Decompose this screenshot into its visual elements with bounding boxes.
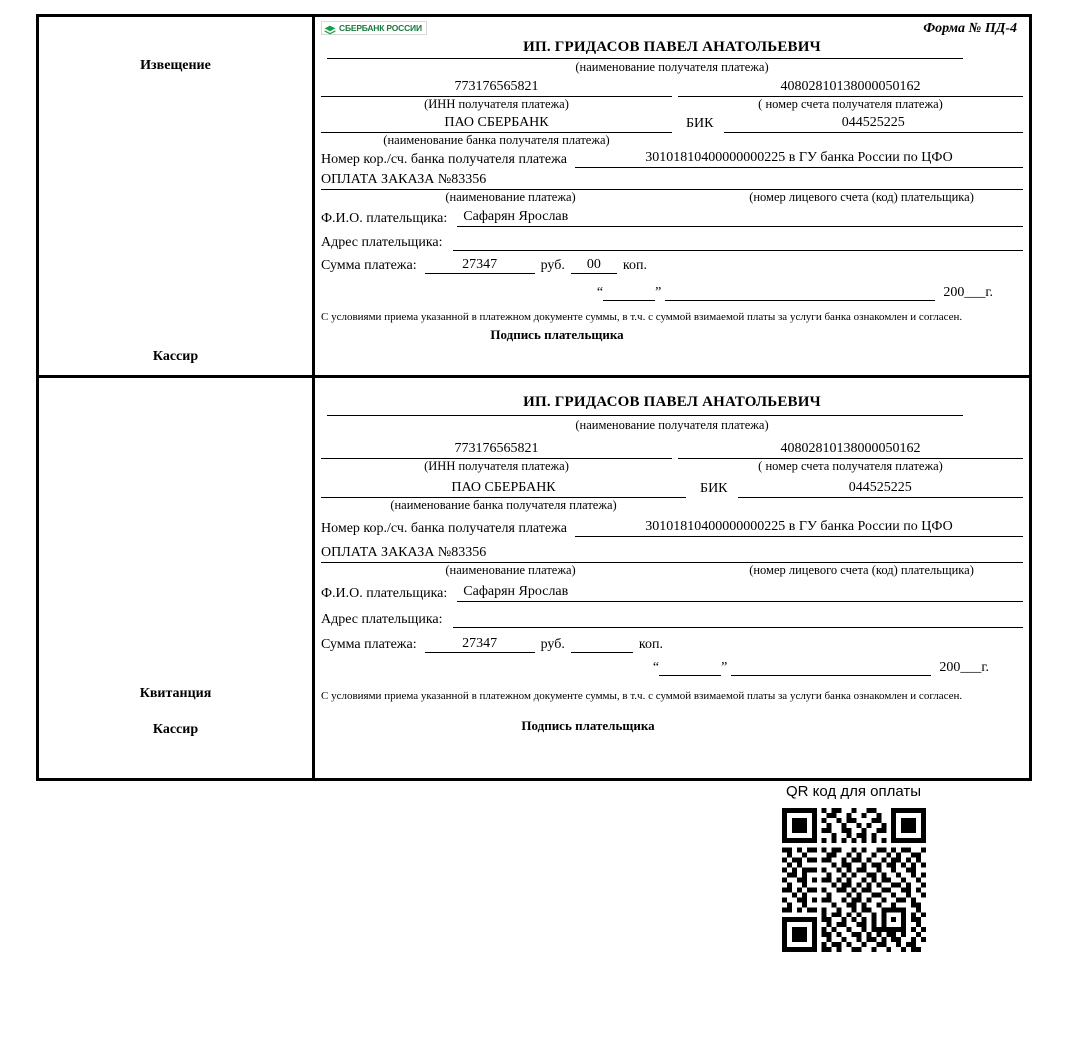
payment-name-row-bottom (321, 545, 1023, 578)
corr-account-row-bottom (321, 519, 1023, 537)
date-quote-open-bottom: “ (652, 660, 660, 675)
corr-account-label-bottom: Номер кор./сч. банка получателя платежа (321, 521, 567, 536)
amount-label-bottom: Сумма платежа: (321, 637, 417, 652)
side-label-receipt: Квитанция (139, 686, 212, 701)
date-year-bottom: 200___г. (939, 660, 989, 675)
payer-name-value-bottom: Сафарян Ярослав (457, 584, 1023, 602)
date-row-top (321, 284, 1023, 301)
amount-row-top (321, 257, 1023, 274)
payer-name-label-bottom: Ф.И.О. плательщика: (321, 586, 448, 601)
inn-caption-bottom: (ИНН получателя платежа) (424, 459, 569, 473)
form-number: Форма № ПД-4 (923, 21, 1017, 36)
agreement-text-bottom: С условиями приема указанной в платежном документе суммы, в т.ч. с суммой взимаемой платы за услуги банка ознакомлен и согласен. (321, 690, 963, 702)
payment-name-value-top: ОПЛАТА ЗАКАЗА №83356 (321, 172, 700, 190)
bik-value-bottom: 044525225 (738, 480, 1023, 498)
recipient-caption-bottom: (наименование получателя платежа) (575, 418, 769, 432)
personal-account-caption-bottom: (номер лицевого счета (код) плательщика) (749, 563, 974, 577)
payer-name-value-top: Сафарян Ярослав (457, 209, 1023, 227)
bank-name-caption-top: (наименование банка получателя платежа) (383, 133, 610, 147)
payment-name-caption-bottom: (наименование платежа) (445, 563, 576, 577)
payment-name-caption-top: (наименование платежа) (445, 190, 576, 204)
receipt-left-column (39, 378, 315, 778)
notice-right-column (315, 17, 1029, 375)
inn-value-top: 773176565821 (321, 79, 672, 97)
payer-address-label-top: Адрес плательщика: (321, 235, 443, 250)
account-caption-bottom: ( номер счета получателя платежа) (758, 459, 943, 473)
date-row-bottom (321, 659, 1023, 676)
payer-name-label-top: Ф.И.О. плательщика: (321, 211, 448, 226)
corr-account-row-top (321, 150, 1023, 168)
notice-left-column (39, 17, 315, 375)
corr-account-value-bottom: 30101810400000000225 в ГУ банка России по ЦФО (575, 519, 1023, 537)
sberbank-logo-text: СБЕРБАНК РОССИИ (339, 23, 422, 33)
receipt-section (39, 375, 1029, 778)
payer-name-row-top (321, 209, 1023, 227)
payment-name-row-top (321, 172, 1023, 205)
corr-account-value-top: 30101810400000000225 в ГУ банка России по ЦФО (575, 150, 1023, 168)
qr-code (782, 808, 926, 952)
amount-rub-value-bottom: 27347 (425, 636, 535, 653)
bik-label-bottom: БИК (700, 481, 728, 496)
date-quote-open-top: “ (596, 285, 604, 300)
receipt-right-column (315, 378, 1029, 778)
amount-kop-value-bottom (571, 636, 633, 653)
inn-account-row-bottom (321, 441, 1023, 474)
sberbank-logo-icon (324, 23, 336, 34)
recipient-name-top: ИП. ГРИДАСОВ ПАВЕЛ АНАТОЛЬЕВИЧ (523, 39, 821, 55)
bank-name-caption-bottom: (наименование банка получателя платежа) (390, 498, 617, 512)
account-value-bottom: 40802810138000050162 (678, 441, 1023, 459)
payer-address-row-top (321, 233, 1023, 251)
payer-name-row-bottom (321, 584, 1023, 602)
payer-address-label-bottom: Адрес плательщика: (321, 612, 443, 627)
side-label-cashier-top: Кассир (152, 349, 199, 364)
amount-label-top: Сумма платежа: (321, 258, 417, 273)
account-value-top: 40802810138000050162 (678, 79, 1023, 97)
amount-row-bottom (321, 636, 1023, 653)
inn-caption-top: (ИНН получателя платежа) (424, 97, 569, 111)
payer-address-value-top (453, 233, 1023, 251)
amount-kop-value-top: 00 (571, 257, 617, 274)
recipient-rule-bottom (327, 415, 963, 416)
corr-account-label-top: Номер кор./сч. банка получателя платежа (321, 152, 567, 167)
account-caption-top: ( номер счета получателя платежа) (758, 97, 943, 111)
amount-kop-label-top: коп. (622, 258, 647, 273)
date-quote-close-bottom: ” (721, 660, 728, 675)
payer-address-value-bottom (453, 610, 1023, 628)
signature-label-top: Подпись плательщика (490, 326, 624, 342)
recipient-caption-top: (наименование получателя платежа) (575, 60, 769, 74)
agreement-text-top: С условиями приема указанной в платежном документе суммы, в т.ч. с суммой взимаемой платы за услуги банка ознакомлен и согласен. (321, 311, 963, 323)
inn-value-bottom: 773176565821 (321, 441, 672, 459)
date-year-top: 200___г. (943, 285, 993, 300)
date-quote-close-top: ” (655, 285, 662, 300)
recipient-name-bottom: ИП. ГРИДАСОВ ПАВЕЛ АНАТОЛЬЕВИЧ (523, 394, 821, 410)
bank-name-value-bottom: ПАО СБЕРБАНК (321, 480, 686, 498)
bank-name-value-top: ПАО СБЕРБАНК (321, 115, 672, 133)
payment-name-value-bottom: ОПЛАТА ЗАКАЗА №83356 (321, 545, 700, 563)
sberbank-logo (321, 21, 427, 35)
side-label-notice: Извещение (140, 58, 211, 73)
bank-bik-row-top (321, 115, 1023, 133)
amount-rub-value-top: 27347 (425, 257, 535, 274)
signature-label-bottom: Подпись плательщика (521, 717, 655, 733)
recipient-rule-top (327, 58, 963, 59)
amount-kop-label-bottom: коп. (638, 637, 663, 652)
notice-header-row (321, 21, 1023, 37)
payment-form (36, 14, 1032, 781)
amount-rub-label-bottom: руб. (540, 637, 565, 652)
inn-account-row-top (321, 79, 1023, 112)
bik-label-top: БИК (686, 116, 714, 131)
qr-title: QR код для оплаты (786, 783, 922, 800)
side-label-cashier-bottom: Кассир (152, 722, 199, 737)
amount-rub-label-top: руб. (540, 258, 565, 273)
bik-value-top: 044525225 (724, 115, 1024, 133)
notice-section (39, 17, 1029, 375)
bank-bik-row-bottom (321, 480, 1023, 498)
payer-address-row-bottom (321, 610, 1023, 628)
personal-account-caption-top: (номер лицевого счета (код) плательщика) (749, 190, 974, 204)
